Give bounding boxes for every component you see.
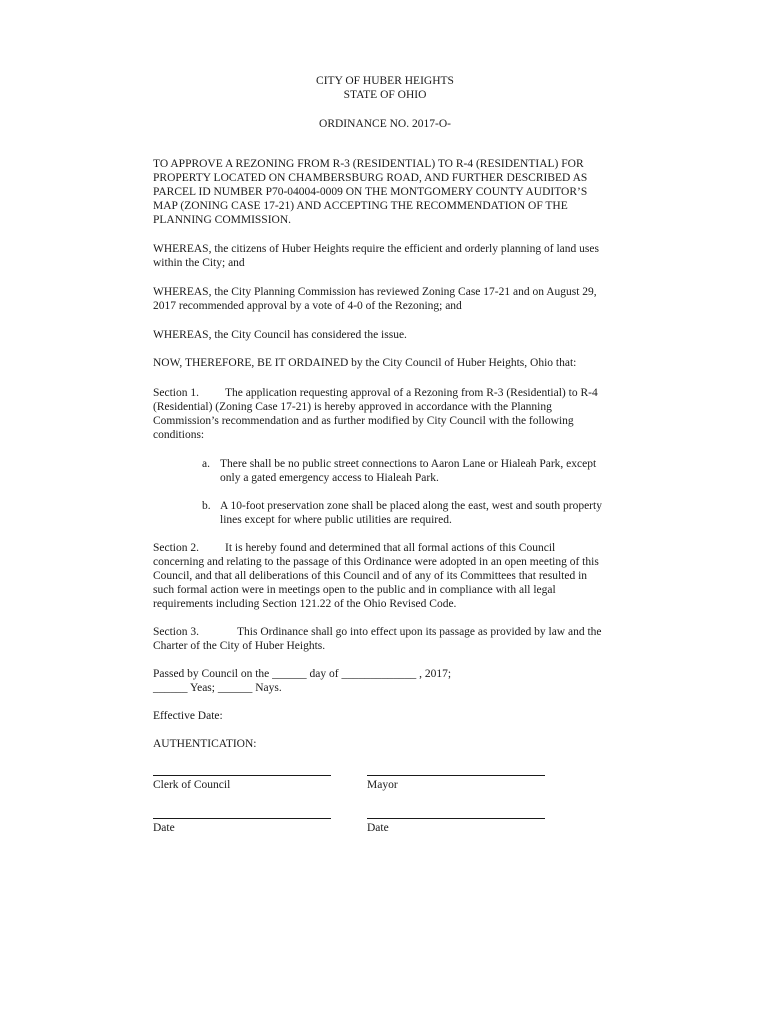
clerk-label: Clerk of Council <box>153 779 231 791</box>
mayor-date-line <box>367 818 545 819</box>
condition-a-marker: a. <box>202 458 210 470</box>
state-heading: STATE OF OHIO <box>343 89 427 101</box>
section-2 <box>153 541 618 611</box>
section-1-text: The application requesting approval of a Rezoning from R-3 (Residential) to R-4 (Residential) (Zoning Case 17-21) is hereby approved in accordance with the Planning Commission’s recommendation and as further modified by City Council with the following conditions: <box>153 387 598 441</box>
condition-b <box>202 499 614 527</box>
condition-b-text: A 10-foot preservation zone shall be placed along the east, west and south property lines except for where public utilities are required. <box>220 500 602 526</box>
whereas-clause-2: WHEREAS, the City Planning Commission has reviewed Zoning Case 17-21 and on August 29, 2017 recommended approval by a vote of 4-0 of the Rezoning; and <box>153 286 597 312</box>
condition-a-text: There shall be no public street connections to Aaron Lane or Hialeah Park, except only a gated emergency access to Hialeah Park. <box>220 458 597 484</box>
section-3-text: This Ordinance shall go into effect upon its passage as provided by law and the Charter of the City of Huber Heights. <box>153 626 602 652</box>
section-2-text: It is hereby found and determined that all formal actions of this Council concerning and relating to the passage of this Ordinance were adopted in an open meeting of this Council, and that all deliberations of this Council and of any of its Committees that resulted in such formal action were in meetings open to the public and in compliance with all legal requirements including Section 121.22 of the Ohio Revised Code. <box>153 542 599 610</box>
section-3-label: Section 3. <box>153 626 199 638</box>
whereas-clause-3: WHEREAS, the City Council has considered the issue. <box>153 329 407 341</box>
mayor-date-label: Date <box>367 822 389 834</box>
authentication-heading: AUTHENTICATION: <box>153 738 257 750</box>
section-2-label: Section 2. <box>153 542 199 554</box>
mayor-signature-line <box>367 775 545 776</box>
condition-a <box>202 457 614 485</box>
section-1-label: Section 1. <box>153 387 199 399</box>
ordinance-title: TO APPROVE A REZONING FROM R-3 (RESIDENTIAL) TO R-4 (RESIDENTIAL) FOR PROPERTY LOCATED ON CHAMBERSBURG ROAD, AND FURTHER DESCRIBED AS PARCEL ID NUMBER P70-04004-0009 ON THE MONTGOMERY COUNTY AUDITOR’S MAP (ZONING CASE 17-21) AND ACCEPTING THE RECOMMENDATION OF THE PLANNING COMMISSION. <box>153 158 588 226</box>
mayor-label: Mayor <box>367 779 398 791</box>
passed-by-council: Passed by Council on the ______ day of _____________ , 2017; ______ Yeas; ______ Nays. <box>153 668 452 694</box>
clerk-date-line <box>153 818 331 819</box>
ordinance-number: ORDINANCE NO. 2017-O- <box>319 118 451 130</box>
effective-date: Effective Date: <box>153 710 223 722</box>
whereas-clause-1: WHEREAS, the citizens of Huber Heights require the efficient and orderly planning of land uses within the City; and <box>153 243 599 269</box>
section-1 <box>153 386 618 442</box>
clerk-date-label: Date <box>153 822 175 834</box>
ordained-clause: NOW, THEREFORE, BE IT ORDAINED by the City Council of Huber Heights, Ohio that: <box>153 357 577 369</box>
clerk-signature-line <box>153 775 331 776</box>
condition-b-marker: b. <box>202 500 211 512</box>
section-3 <box>153 625 618 653</box>
city-heading: CITY OF HUBER HEIGHTS <box>316 75 454 87</box>
